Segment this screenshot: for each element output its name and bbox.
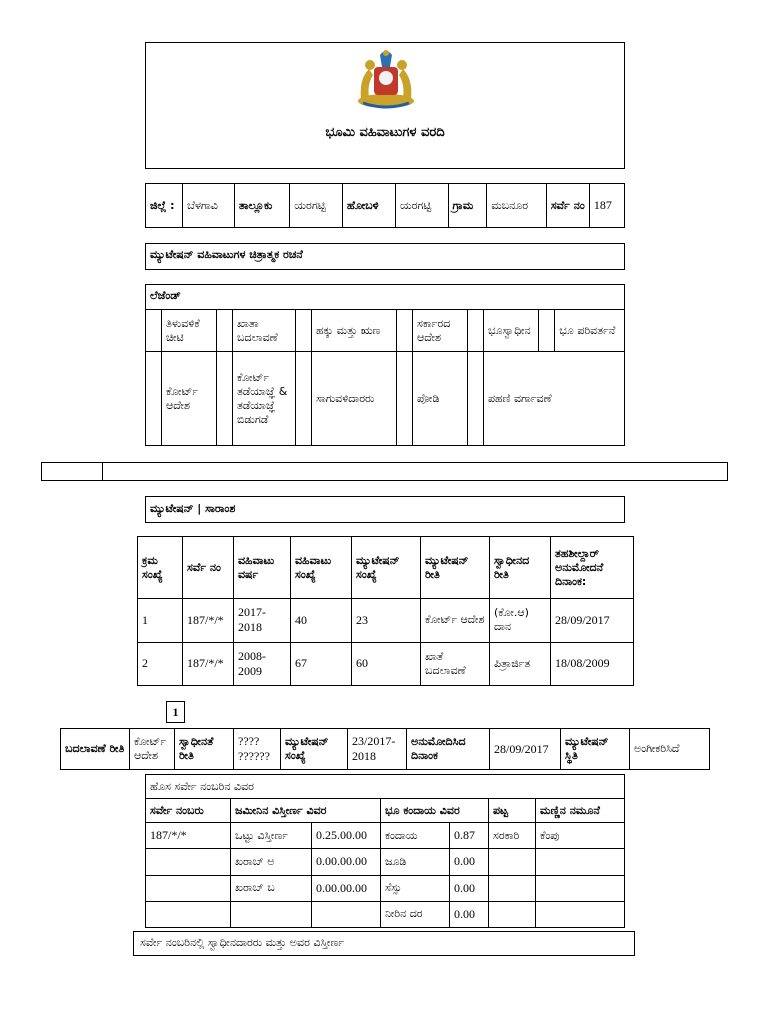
table-cell: ಸರಕಾರಿ — [489, 823, 536, 849]
table-cell — [231, 901, 312, 927]
table-cell: 187/*/* — [183, 642, 234, 686]
acquisition-label: ಸ್ವಾಧೀನತೆ ರೀತಿ — [175, 729, 234, 770]
table-cell: (ಕೋ.ಆ) ದಾನ — [490, 599, 551, 643]
state-emblem-icon — [353, 45, 419, 113]
table-row — [146, 875, 625, 901]
change-type-label: ಬದಲಾವಣೆ ರೀತಿ — [61, 729, 130, 770]
table-cell — [146, 901, 231, 927]
survey-value: 187 — [589, 184, 624, 228]
column-header: ತಹಶೀಲ್ದಾರ್ ಅನುಮೋದನೆ ದಿನಾಂಕ: — [551, 537, 634, 599]
table-cell: 0.00 — [450, 875, 489, 901]
legend-swatch — [217, 352, 233, 446]
legend-label: ಖಾತಾ ಬದಲಾವಣೆ — [233, 310, 296, 352]
legend-swatch — [146, 352, 162, 446]
report-header — [145, 42, 625, 169]
page-title: ಭೂಮಿ ವಹಿವಾಟುಗಳ ವರದಿ — [325, 125, 445, 140]
table-row — [138, 642, 634, 686]
legend-swatch — [397, 310, 413, 352]
summary-title: ಮ್ಯುಟೇಷನ್ | ಸಾರಾಂಶ — [145, 496, 625, 523]
new-survey-table — [145, 774, 625, 928]
legend-swatch — [296, 310, 312, 352]
table-cell: 187/*/* — [183, 599, 234, 643]
legend-swatch — [397, 352, 413, 446]
mutation-status-label: ಮ್ಯುಟೇಷನ್ ಸ್ಥಿತಿ — [561, 729, 630, 770]
column-header: ಪಟ್ಟ — [489, 799, 536, 823]
table-cell: ಖರಾಬ್ ಬ — [231, 875, 312, 901]
column-header: ಮ್ಯುಟೇಷನ್ ಸಂಖ್ಯೆ — [352, 537, 421, 599]
new-survey-title-row — [146, 775, 625, 799]
legend-swatch — [468, 352, 484, 446]
location-table — [145, 183, 625, 228]
table-row — [138, 599, 634, 643]
legend-label: ಭೂ ಪರಿವರ್ತನೆ — [555, 310, 625, 352]
table-cell: 0.87 — [450, 823, 489, 849]
column-header: ಜಮೀನಿನ ವಿಸ್ತೀರ್ಣ ವಿವರ — [231, 799, 381, 823]
table-cell — [536, 875, 625, 901]
column-header: ಸರ್ವೆ ನಂ — [183, 537, 234, 599]
legend-label: ಸರ್ಕಾರದ ಆದೇಶ — [413, 310, 468, 352]
column-header: ಸರ್ವೇ ನಂಬರು — [146, 799, 231, 823]
column-header: ಸ್ವಾಧೀನದ ರೀತಿ — [490, 537, 551, 599]
legend-label: ಭೂಸ್ವಾಧೀನ — [484, 310, 539, 352]
hobli-value: ಯರಗಟ್ಟಿ — [395, 184, 448, 228]
legend-label: ಕೋರ್ಟ್ ಆದೇಶ — [162, 352, 217, 446]
table-cell: 2017-2018 — [234, 599, 291, 643]
hobli-label: ಹೋಬಳಿ — [342, 184, 395, 228]
approved-date-label: ಅನುಮೋದಿಸಿದ ದಿನಾಂಕ — [407, 729, 490, 770]
legend-swatch — [217, 310, 233, 352]
table-row — [146, 901, 625, 927]
taluk-value: ಯರಗಟ್ಟಿ — [290, 184, 343, 228]
column-header: ಮ್ಯುಟೇಷನ್ ರೀತಿ — [421, 537, 490, 599]
table-cell: ಕಂದಾಯ — [381, 823, 450, 849]
table-cell: 0.00 — [450, 849, 489, 875]
table-cell — [146, 849, 231, 875]
table-cell: ಪಿತ್ರಾರ್ಜಿತ — [490, 642, 551, 686]
district-value: ಬೆಳಗಾವಿ — [183, 184, 235, 228]
table-cell: 40 — [291, 599, 352, 643]
table-cell: 28/09/2017 — [551, 599, 634, 643]
legend-row — [146, 310, 625, 352]
column-header: ಭೂ ಕಂದಾಯ ವಿವರ — [381, 799, 489, 823]
table-cell: ಖರಾಬ್ ಅ — [231, 849, 312, 875]
table-cell: 187/*/* — [146, 823, 231, 849]
table-cell — [536, 901, 625, 927]
mutation-chart-title: ಮ್ಯುಟೇಷನ್ ವಹಿವಾಟುಗಳ ಚಿತ್ರಾತ್ಮಕ ರಚನೆ — [145, 243, 625, 270]
page-number[interactable]: 1 — [166, 701, 185, 723]
legend-swatch — [296, 352, 312, 446]
summary-header-row — [138, 537, 634, 599]
table-cell — [489, 901, 536, 927]
table-row — [146, 849, 625, 875]
mutation-detail-table — [60, 728, 710, 770]
legend-label: ಪೋಡಿ — [413, 352, 468, 446]
table-cell: 18/08/2009 — [551, 642, 634, 686]
table-cell — [146, 875, 231, 901]
table-cell: 2 — [138, 642, 183, 686]
table-cell: ಜೂಡಿ — [381, 849, 450, 875]
district-label: ಜಿಲ್ಲೆ : — [146, 184, 183, 228]
table-cell: 23 — [352, 599, 421, 643]
table-cell: 1 — [138, 599, 183, 643]
table-cell: ಕೋರ್ಟ್ ಆದೇಶ — [421, 599, 490, 643]
table-cell: ಖಾತೆ ಬದಲಾವಣೆ — [421, 642, 490, 686]
village-label: ಗ್ರಾಮ — [448, 184, 487, 228]
table-cell: 2008-2009 — [234, 642, 291, 686]
table-cell: 60 — [352, 642, 421, 686]
taluk-label: ತಾಲ್ಲೂಕು — [234, 184, 289, 228]
table-row — [146, 823, 625, 849]
acquisition-value: ???? ?????? — [234, 729, 281, 770]
new-survey-title: ಹೊಸ ಸರ್ವೇ ನಂಬರಿನ ವಿವರ — [146, 775, 625, 799]
survey-label: ಸರ್ವೆ ನಂ — [546, 184, 589, 228]
change-type-value: ಕೋರ್ಟ್ ಆದೇಶ — [130, 729, 175, 770]
table-cell: ಒಟ್ಟು ವಿಸ್ತೀರ್ಣ — [231, 823, 312, 849]
legend-label: ಹಕ್ಕು ಮತ್ತು ಋಣ — [312, 310, 397, 352]
mutation-number-label: ಮ್ಯುಟೇಷನ್ ಸಂಖ್ಯೆ — [281, 729, 348, 770]
legend-swatch — [539, 310, 555, 352]
table-cell: 0.00.00.00 — [312, 849, 381, 875]
legend-swatch — [468, 310, 484, 352]
timeline-bar — [41, 462, 728, 481]
village-value: ಮಬನೂರ — [487, 184, 547, 228]
table-cell: 0.00 — [450, 901, 489, 927]
table-cell — [489, 849, 536, 875]
column-header: ವಹಿವಾಟು ವರ್ಷ — [234, 537, 291, 599]
approved-date-value: 28/09/2017 — [490, 729, 561, 770]
owners-title: ಸರ್ವೇ ನಂಬರಿನಲ್ಲಿ ಸ್ವಾಧೀನದಾರರು ಮತ್ತು ಅವರ ವಿಸ್ತೀರ್ಣ — [133, 931, 635, 956]
table-cell: 0.25.00.00 — [312, 823, 381, 849]
legend-title: ಲೆಜೆಂಡ್ — [150, 289, 181, 302]
legend-swatch — [146, 310, 162, 352]
summary-table — [137, 536, 634, 686]
legend-label: ಕೋರ್ಟ್ ತಡೆಯಾಜ್ಞೆ & ತಡೆಯಾಜ್ಞೆ ಬಿಡುಗಡೆ — [233, 352, 296, 446]
table-cell: ಸೆಸ್ಸು — [381, 875, 450, 901]
table-cell: 67 — [291, 642, 352, 686]
column-header: ಮಣ್ಣಿನ ನಮೂನೆ — [536, 799, 625, 823]
table-cell: 0.00.00.00 — [312, 875, 381, 901]
table-cell — [536, 849, 625, 875]
column-header: ವಹಿವಾಟು ಸಂಖ್ಯೆ — [291, 537, 352, 599]
legend-row — [146, 352, 625, 446]
legend-label: ತಿಳುವಳಿಕೆ ಚೀಟಿ — [162, 310, 217, 352]
legend-table — [145, 309, 625, 446]
table-cell — [489, 875, 536, 901]
new-survey-header-row — [146, 799, 625, 823]
mutation-status-value: ಅಂಗೀಕರಿಸಿದೆ — [630, 729, 710, 770]
column-header: ಕ್ರಮ ಸಂಖ್ಯೆ — [138, 537, 183, 599]
location-row — [146, 184, 625, 228]
timeline-divider — [102, 463, 103, 480]
table-cell: ಕೆಂಪು — [536, 823, 625, 849]
table-cell: ನೀರಿನ ದರ — [381, 901, 450, 927]
mutation-number-value: 23/2017-2018 — [348, 729, 407, 770]
mutation-detail-row — [61, 729, 710, 770]
legend-label: ಸಾಗುವಳಿದಾರರು — [312, 352, 397, 446]
table-cell — [312, 901, 381, 927]
legend-label: ಪಹಣಿ ವರ್ಗಾವಣೆ — [484, 352, 625, 446]
